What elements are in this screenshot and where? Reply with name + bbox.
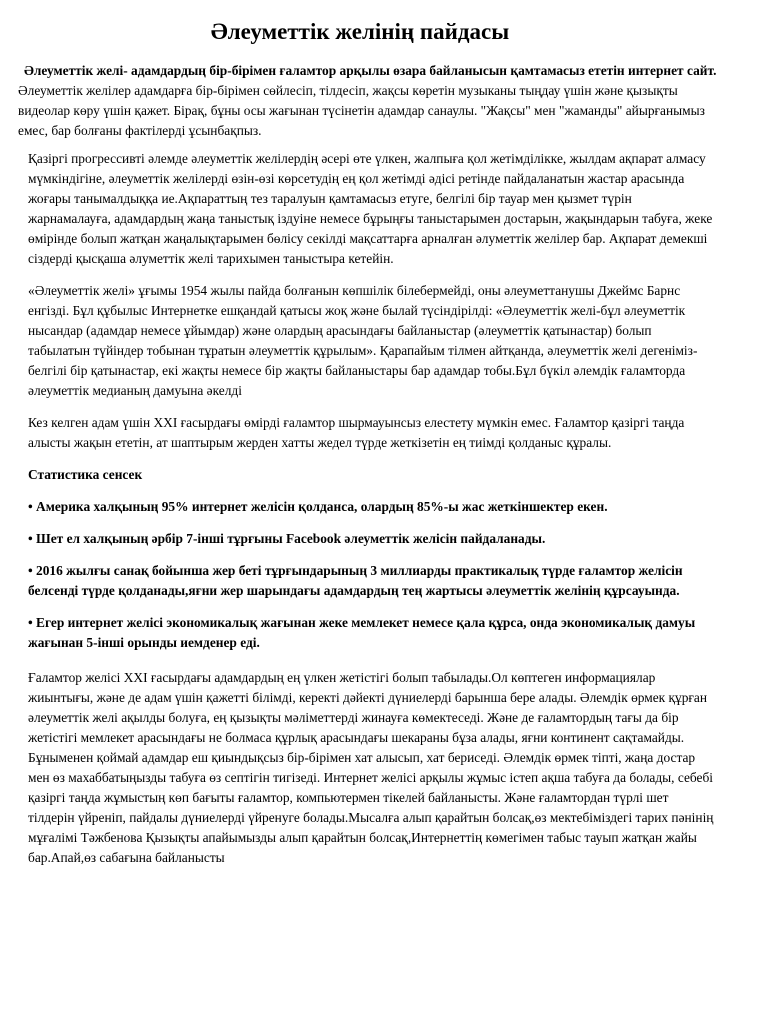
paragraph-influence: Қазіргі прогрессивті әлемде әлеуметтік желілердің әсері өте үлкен, жалпыға қол жетімділікке, жылдам ақпарат алмасу мүмкіндігіне, әлеуметтік желілерді өзін-өзі көрсетудің ең қол жетімді әдісі ретінде пайдаланатын жастар арасында жоғары танымалдыққа ие.Ақпараттың тез таралуын қамтамасыз етуге, белгілі бір тауар мен қызмет түрін жарнамалауға, адамдардың жаңа таныстық іздуіне немесе бұрыңғы таныстарымен достарын, жақындарын табуға, жеке өмірінде болып жатқан жаңалықтарымен бөлісу секілді мақсаттарға арналған әлуметтік желілер бар. Ақпарат демекші сіздерді қысқаша әлуметтік желі тарихымен таныстыра кетейін. — [28, 151, 713, 266]
stats-heading: Статистика сенсек — [28, 467, 143, 482]
paragraph-closing: Ғаламтор желісі XXI ғасырдағы адамдардың ең үлкен жетістігі болып табылады.Ол көптеген информациялар жиынтығы, және де адам үшін қажетті білімді, керекті дәйекті дүниелерді барынша бере алады. Әлемдік өрмек құрған әлеуметтік желі ақылды болуға, ең қызықты мәліметтерді жинауға көмектеседі. Және де ғаламтордың тағы да бір жетістігі мемлекет арасындағы не болмаса құрлық арасындағы шекараны бұза алады, яғни континент сақтамайды. Бұныменен қоймай адамдар еш қиындықсыз бір-бірімен хат алысып, хат бериседі. Әлемдік өрмек тіпті, жаңа достар мен өз махаббатыңызды табуға өз септігін тигізеді. Интернет желісі арқылы жұмыс істеп ақша табуға да болады, себебі қазіргі таңда жұмыстың көп бағыты ғаламтор, компьютермен тікелей байланысты. Және ғаламтордан түрлі шет тілдерін үйреніп, пайдалы дүниелерді үйренуге болады.Мысалға алып қарайтын болсақ,өз мектебіміздегі тарих пәнінің мұғалімі Тәжбенова Қызықты апайымызды алып қарайтын болсақ,Интернеттің көмегімен табыс тауып жатқан жайы бар.Апай,өз сабағына байланысты — [28, 670, 714, 865]
stat-item: • Егер интернет желісі экономикалық жағынан жеке мемлекет немесе қала құрса, онда экономикалық дамуы жағынан 5-інші орынды иемденер еді. — [28, 615, 696, 650]
stat-item: • Америка халқының 95% интернет желісін қолданса, олардың 85%-ы жас жеткіншектер екен. — [28, 499, 608, 514]
paragraph-history: «Әлеуметтік желі» ұғымы 1954 жылы пайда болғанын көпшілік білебермейді, оны әлеуметтанушы Джеймс Барнс енгізді. Бұл құбылыс Интернетке ешқандай қатысы жоқ және былай түсіндірілді: «Әлеуметтік желі-бұл әлеуметтік нысандар (адамдар немесе ұйымдар) және олардың арасындағы байланыстар (әлеуметтік қатынастар) болып табылатын түйіндер тобынан тұратын әлеуметтік құрылым». Қарапайым тілмен айтқанда, әлеуметтік желі дегеніміз-белгілі бір қатынастар, екі жақты немесе бір жақты байланыстары бар адамдар тобы.Бұл бүкіл әлемдік ғаламторда әлеуметтік медианың дамуына әкелді — [28, 283, 698, 398]
intro-paragraph — [18, 61, 718, 141]
intro-definition: Әлеуметтік желі- адамдардың бір-бірімен ғаламтор арқылы өзара байланысын қамтамасыз ететін интернет сайт. — [24, 63, 717, 78]
stat-item: • Шет ел халқының әрбір 7-інші тұрғыны Facebook әлеуметтік желісін пайдаланады. — [28, 531, 546, 546]
article-body — [28, 149, 714, 880]
paragraph-21st-century: Кез келген адам үшін XXI ғасырдағы өмірді ғаламтор шырмауынсыз елестету мүмкін емес. Ғаламтор қазіргі таңда алысты жақын ететін, ат шаптырым жерден хатты жедел түрде жеткізетін ең тиімді қолданыс құралы. — [28, 415, 685, 450]
stat-item: • 2016 жылғы санақ бойынша жер беті тұрғындарының 3 миллиарды практикалық түрде ғаламтор желісін белсенді түрде қолданады,яғни жер шарындағы адамдардың тең жартысы әлеуметтік желінің құрсауында. — [28, 563, 683, 598]
intro-text: Әлеуметтік желілер адамдарға бір-бірімен сөйлесіп, тілдесіп, жақсы көретін музыканы тыңдау үшін және қызықты видеолар көру үшін қажет. Бірақ, бұны осы жағынан түсінетін адамдар санаулы. "Жақсы" мен "жаманды" айырғанымыз емес, бар болғаны фактілерді ұсынбақпыз. — [18, 83, 705, 138]
page-title: Әлеуметтік желінің пайдасы — [210, 19, 510, 44]
